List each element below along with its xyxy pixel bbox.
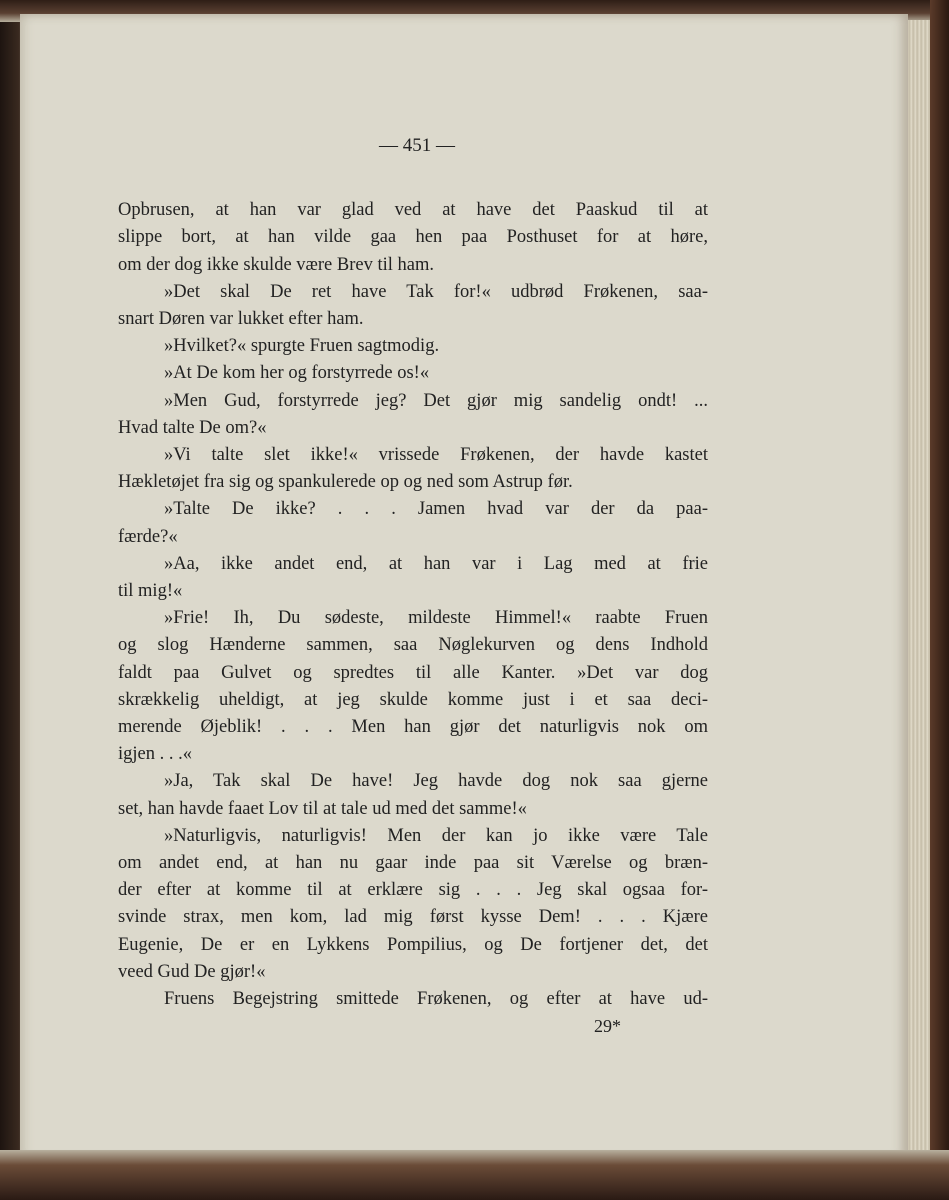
- text-line: til mig!«: [118, 581, 183, 602]
- text-line: faldt paa Gulvet og spredtes til alle Kanter. »Det var dog: [118, 662, 708, 683]
- text-line: Eugenie, De er en Lykkens Pompilius, og De fortjener det, det: [118, 934, 708, 955]
- signature-mark: 29*: [594, 1016, 621, 1037]
- text-line: færde?«: [118, 526, 178, 547]
- text-line: Hvad talte De om?«: [118, 417, 267, 438]
- book-spine: [930, 0, 949, 1200]
- text-line: »Naturligvis, naturligvis! Men der kan jo ikke være Tale: [164, 825, 708, 846]
- text-line: »Det skal De ret have Tak for!« udbrød Frøkenen, saa-: [164, 281, 708, 302]
- text-line: om der dog ikke skulde være Brev til ham.: [118, 254, 434, 275]
- text-line: og slog Hænderne sammen, saa Nøglekurven og dens Indhold: [118, 635, 708, 656]
- text-line: Opbrusen, at han var glad ved at have det Paaskud til at: [118, 200, 708, 221]
- page-edges: [906, 20, 930, 1150]
- text-line: »Talte De ikke? . . . Jamen hvad var der da paa-: [164, 499, 708, 520]
- bottom-edge: [0, 1150, 949, 1200]
- text-line: igjen . . .«: [118, 744, 192, 765]
- text-line: »At De kom her og forstyrrede os!«: [164, 363, 430, 384]
- text-line: om andet end, at han nu gaar inde paa sit Værelse og bræn-: [118, 853, 708, 874]
- text-line: Hækletøjet fra sig og spankulerede op og ned som Astrup før.: [118, 472, 573, 493]
- body-text: [118, 197, 708, 1013]
- text-line: set, han havde faaet Lov til at tale ud med det samme!«: [118, 798, 527, 819]
- page-number: — 451 —: [379, 135, 455, 156]
- text-line: »Frie! Ih, Du sødeste, mildeste Himmel!« raabte Fruen: [164, 608, 708, 629]
- text-line: »Vi talte slet ikke!« vrissede Frøkenen, der havde kastet: [164, 445, 708, 466]
- text-line: snart Døren var lukket efter ham.: [118, 309, 364, 330]
- text-line: svinde strax, men kom, lad mig først kysse Dem! . . . Kjære: [118, 907, 708, 928]
- text-line: Fruens Begejstring smittede Frøkenen, og efter at have ud-: [164, 989, 708, 1010]
- text-line: »Men Gud, forstyrrede jeg? Det gjør mig sandelig ondt! ...: [164, 390, 708, 411]
- text-line: »Aa, ikke andet end, at han var i Lag med at frie: [164, 553, 708, 574]
- text-line: der efter at komme til at erklære sig . . . Jeg skal ogsaa for-: [118, 880, 708, 901]
- text-line: »Ja, Tak skal De have! Jeg havde dog nok saa gjerne: [164, 771, 708, 792]
- text-line: slippe bort, at han vilde gaa hen paa Posthuset for at høre,: [118, 227, 708, 248]
- text-line: merende Øjeblik! . . . Men han gjør det naturligvis nok om: [118, 717, 708, 738]
- text-line: veed Gud De gjør!«: [118, 961, 266, 982]
- page-text-block: [118, 132, 708, 1041]
- text-line: skrækkelig uheldigt, at jeg skulde komme just i et saa deci-: [118, 689, 708, 710]
- text-line: »Hvilket?« spurgte Fruen sagtmodig.: [164, 336, 440, 357]
